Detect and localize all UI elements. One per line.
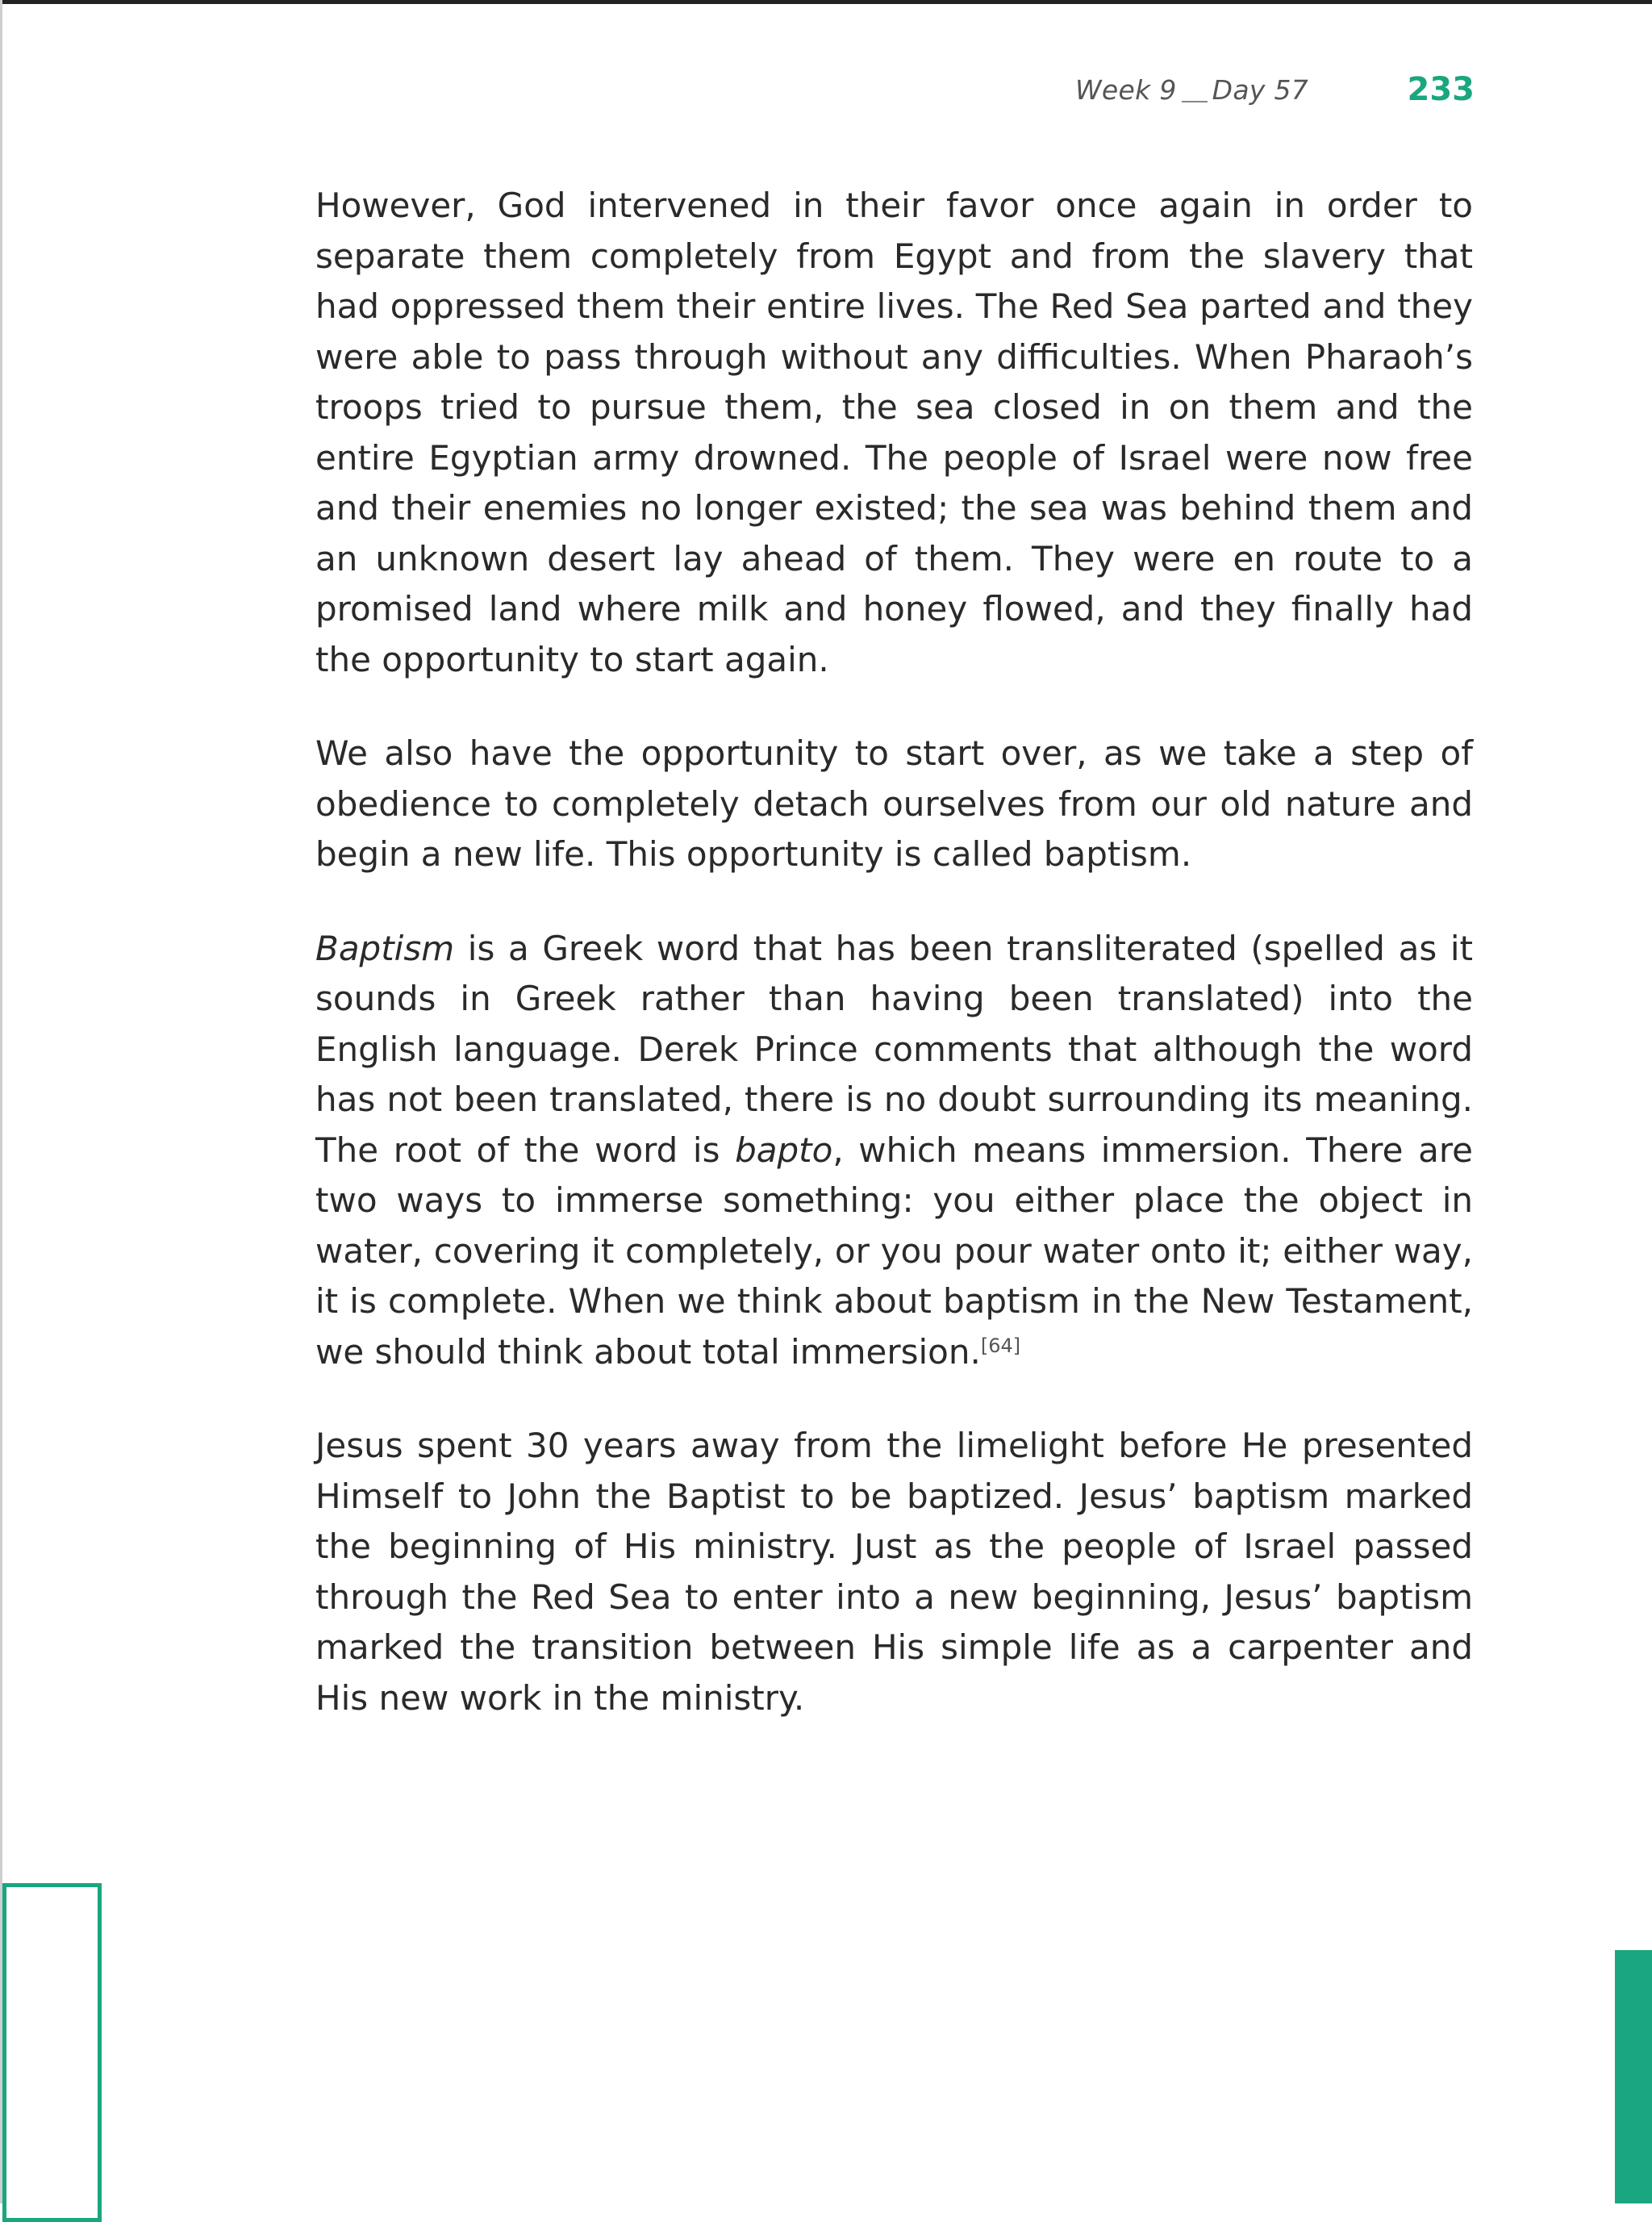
header-separator [1182, 101, 1208, 102]
term-baptism: Baptism [315, 928, 455, 968]
day-label: Day 57 [1212, 74, 1309, 106]
paragraph-3-part-b: , which means immersion. There are two ways to immerse something: you either place the object in water, covering it completely, or you pour water onto it; either way, it is complete. When we think about baptism in the New Testament, we should think about total immersion. [315, 1130, 1474, 1372]
week-day-label [1075, 74, 1308, 106]
paragraph-2: We also have the opportunity to start over, as we take a step of obedience to completely detach ourselves from our old nature and begin a new life. This opportunity is called baptism. [315, 733, 1473, 874]
paragraph-4: Jesus spent 30 years away from the limelight before He presented Himself to John the Baptist to be baptized. Jesus’ baptism marked the beginning of His ministry. Just as the people of Israel passed through the Red Sea to enter into a new beginning, Jesus’ baptism marked the transition between His simple life as a carpenter and His new work in the ministry. [315, 1426, 1473, 1718]
decorative-green-frame [2, 1883, 102, 2222]
paragraph-3-part-a: is a Greek word that has been transliterated (spelled as it sounds in Greek rather than having been translated) into the English language. Derek Prince comments that although the word has not been translated, there is no doubt surrounding its meaning. The root of the word is [315, 928, 1473, 1170]
week-label: Week 9 [1075, 74, 1177, 106]
term-bapto: bapto [735, 1130, 833, 1170]
footnote-reference: [64] [980, 1334, 1021, 1357]
body-text [315, 181, 1473, 1767]
page-left-edge [0, 0, 2, 2203]
running-header [1049, 71, 1475, 108]
paragraph-3 [315, 924, 1473, 1378]
paragraph-1: However, God intervened in their favor once again in order to separate them completely from Egypt and from the slavery that had oppressed them their entire lives. The Red Sea parted and they were able to pass through without any difficulties. When Pharaoh’s troops tried to pursue them, the sea closed in on them and the entire Egyptian army drowned. The people of Israel were now free and their enemies no longer existed; the sea was behind them and an unknown desert lay ahead of them. They were en route to a promised land where milk and honey flowed, and they finally had the opportunity to start again. [315, 186, 1473, 679]
page-number: 233 [1407, 71, 1475, 108]
decorative-green-tab [1615, 1950, 1652, 2203]
top-border-line [0, 0, 1652, 4]
